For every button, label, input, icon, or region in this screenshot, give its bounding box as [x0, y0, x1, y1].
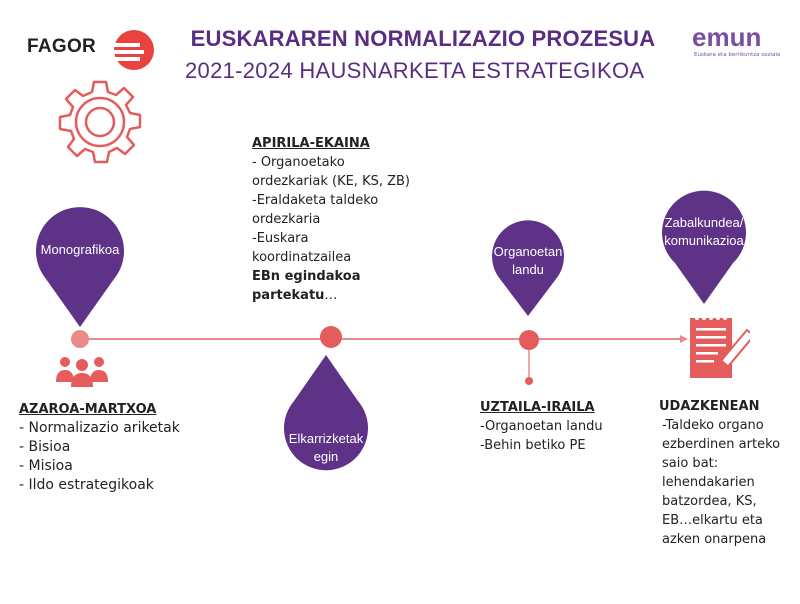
timeline-node-2 — [320, 326, 342, 348]
phase-apirila — [252, 134, 452, 305]
pin-monografikoa — [36, 207, 124, 327]
pin-zabalkundea-label: Zabalkundea/ komunikazioa — [664, 215, 744, 248]
pin-organoetan-label: Organoetan landu — [493, 244, 563, 277]
phase-apirila-bold: partekatu — [252, 288, 325, 303]
phase-udazkenean — [659, 397, 797, 549]
phase-apirila-item: koordinatzailea — [252, 250, 352, 265]
phase-apirila-header: APIRILA-EKAINA — [252, 136, 370, 151]
phase-udazkenean-item: EB…elkartu eta — [662, 513, 763, 528]
phase-azaroa — [19, 400, 249, 495]
fagor-logo-text: FAGOR — [27, 36, 97, 57]
phase-udazkenean-item: -Taldeko organo — [662, 418, 764, 433]
phase-uztaila-item: -Behin betiko PE — [480, 438, 586, 453]
emun-logo-text: emun — [692, 22, 762, 52]
phase-azaroa-item: - Ildo estrategikoak — [19, 477, 154, 493]
phase-apirila-item: ordezkaria — [252, 212, 321, 227]
phase-azaroa-item: - Misioa — [19, 458, 73, 474]
timeline-node-3 — [519, 330, 539, 350]
phase-udazkenean-header: UDAZKENEAN — [659, 399, 760, 414]
phase-uztaila — [480, 398, 650, 455]
phase-azaroa-header: AZAROA-MARTXOA — [19, 402, 157, 417]
phase-udazkenean-item: ezberdinen arteko — [662, 437, 781, 452]
timeline-node-1 — [71, 330, 89, 348]
phase-apirila-item: ordezkariak (KE, KS, ZB) — [252, 174, 411, 189]
timeline-node-3-dot — [525, 377, 533, 385]
phase-udazkenean-item: saio bat: — [662, 456, 719, 471]
emun-logo-tagline: Euskara eta berrikuntza soziala — [694, 52, 781, 58]
people-icon — [54, 352, 110, 388]
phase-azaroa-item: - Normalizazio ariketak — [19, 420, 180, 436]
pin-monografikoa-label: Monografikoa — [40, 242, 120, 257]
phase-uztaila-item: -Organoetan landu — [480, 419, 603, 434]
phase-uztaila-header: UZTAILA-IRAILA — [480, 400, 595, 415]
phase-apirila-item: -Euskara — [252, 231, 309, 246]
phase-apirila-item: - Organoetako — [252, 155, 345, 170]
timeline-arrowhead — [680, 335, 688, 343]
phase-udazkenean-item: lehendakarien — [662, 475, 755, 490]
phase-apirila-ellipsis: … — [324, 288, 338, 303]
phase-udazkenean-item: batzordea, KS, — [662, 494, 757, 509]
page-subtitle: 2021-2024 HAUSNARKETA ESTRATEGIKOA — [185, 58, 645, 83]
phase-azaroa-item: - Bisioa — [19, 439, 71, 455]
phase-apirila-item: -Eraldaketa taldeko — [252, 193, 379, 208]
phase-udazkenean-item: azken onarpena — [662, 532, 767, 547]
pin-elkarrizketak-label: Elkarrizketak egin — [288, 431, 364, 464]
page-title: EUSKARAREN NORMALIZAZIO PROZESUA — [190, 26, 656, 51]
phase-apirila-bold: EBn egindakoa — [252, 269, 361, 284]
notepad-pencil-icon — [688, 312, 750, 382]
